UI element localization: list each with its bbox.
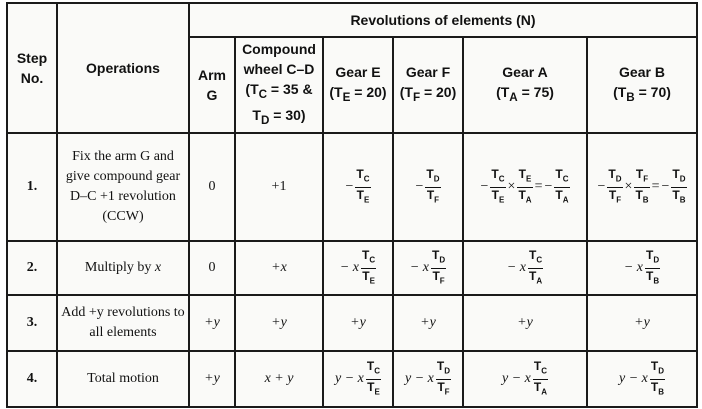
gear-b-cell: − $\frac{T_D}{T_F}$ × $\frac{T_F}{T_B}$ = − $\frac{T_D}{T_B}$ bbox=[587, 133, 697, 241]
compound-cell: +x bbox=[235, 241, 323, 295]
gear-f-cell: +y bbox=[393, 295, 463, 351]
header-gear-f: Gear F $(T_F = 20)$ bbox=[393, 37, 463, 133]
gear-e-cell: − x $\frac{T_C}{T_E}$ bbox=[323, 241, 393, 295]
gear-f-cell: y − x $\frac{T_D}{T_F}$ bbox=[393, 351, 463, 407]
gear-e-cell: +y bbox=[323, 295, 393, 351]
table-row bbox=[7, 241, 697, 295]
compound-cell: +1 bbox=[235, 133, 323, 241]
step-cell: 2. bbox=[7, 241, 57, 295]
table-row bbox=[7, 133, 697, 241]
operation-cell: Add +y revolutions to all elements bbox=[57, 295, 189, 351]
header-operations: Operations bbox=[57, 3, 189, 133]
compound-cell: +y bbox=[235, 295, 323, 351]
step-cell: 4. bbox=[7, 351, 57, 407]
gear-f-cell: − $\frac{T_D}{T_F}$ bbox=[393, 133, 463, 241]
arm-cell: 0 bbox=[189, 133, 235, 241]
gear-train-table bbox=[6, 2, 698, 408]
gear-a-cell: +y bbox=[463, 295, 587, 351]
gear-f-cell: − x $\frac{T_D}{T_F}$ bbox=[393, 241, 463, 295]
step-cell: 1. bbox=[7, 133, 57, 241]
header-revolutions: Revolutions of elements (N) bbox=[189, 3, 697, 37]
gear-e-cell: y − x $\frac{T_C}{T_E}$ bbox=[323, 351, 393, 407]
arm-cell: 0 bbox=[189, 241, 235, 295]
gear-b-cell: − x $\frac{T_D}{T_B}$ bbox=[587, 241, 697, 295]
table-row bbox=[7, 295, 697, 351]
step-cell: 3. bbox=[7, 295, 57, 351]
header-arm-g: Arm G bbox=[189, 37, 235, 133]
operation-cell: Fix the arm G and give compound gear D–C +1 revolution (CCW) bbox=[57, 133, 189, 241]
gear-a-cell: − x $\frac{T_C}{T_A}$ bbox=[463, 241, 587, 295]
header-gear-e: Gear E $(T_E = 20)$ bbox=[323, 37, 393, 133]
gear-b-cell: +y bbox=[587, 295, 697, 351]
arm-cell: +y bbox=[189, 351, 235, 407]
arm-cell: +y bbox=[189, 295, 235, 351]
operation-cell: Total motion bbox=[57, 351, 189, 407]
gear-a-cell: y − x $\frac{T_C}{T_A}$ bbox=[463, 351, 587, 407]
gear-a-cell: − $\frac{T_C}{T_E}$ × $\frac{T_E}{T_A}$ = − $\frac{T_C}{T_A}$ bbox=[463, 133, 587, 241]
table-row bbox=[7, 351, 697, 407]
header-step-no: Step No. bbox=[7, 3, 57, 133]
header-compound-wheel: Compound wheel C–D ($T_C = 35$ & $T_D = 30$) bbox=[235, 37, 323, 133]
gear-b-cell: y − x $\frac{T_D}{T_B}$ bbox=[587, 351, 697, 407]
operation-cell: Multiply by x bbox=[57, 241, 189, 295]
compound-cell: x + y bbox=[235, 351, 323, 407]
header-gear-a: Gear A $(T_A = 75)$ bbox=[463, 37, 587, 133]
document-page bbox=[6, 2, 696, 406]
gear-e-cell: − $\frac{T_C}{T_E}$ bbox=[323, 133, 393, 241]
header-gear-b: Gear B $(T_B = 70)$ bbox=[587, 37, 697, 133]
